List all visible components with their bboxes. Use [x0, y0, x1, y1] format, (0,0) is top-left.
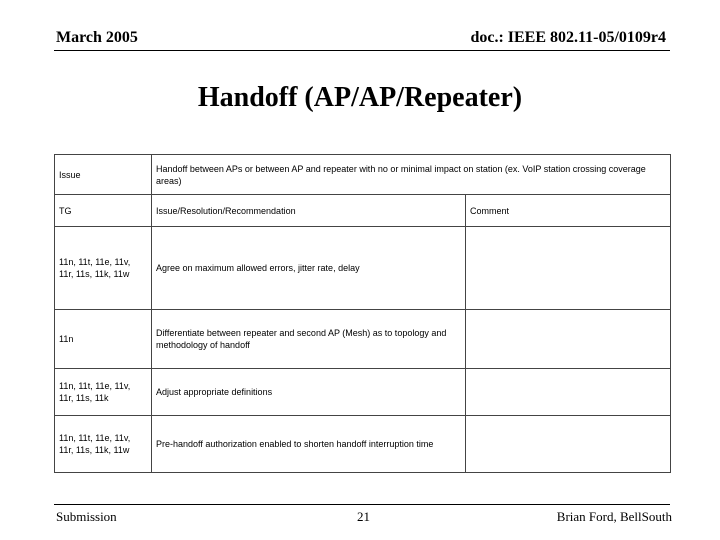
row-comment: [466, 227, 671, 310]
col-header-tg: TG: [55, 195, 152, 227]
issue-label: Issue: [55, 155, 152, 195]
handoff-table: [54, 154, 671, 473]
header-rule: [54, 50, 670, 51]
table-row: [55, 369, 671, 416]
table-row-issue: [55, 155, 671, 195]
table-row: [55, 227, 671, 310]
issue-text: Handoff between APs or between AP and repeater with no or minimal impact on station (ex. VoIP station crossing coverage areas): [152, 155, 671, 195]
row-recommendation: Pre-handoff authorization enabled to shorten handoff interruption time: [152, 416, 466, 473]
footer-author: Brian Ford, BellSouth: [556, 509, 672, 524]
row-tg: 11n, 11t, 11e, 11v, 11r, 11s, 11k, 11w: [55, 227, 152, 310]
table-row: [55, 416, 671, 473]
row-recommendation: Agree on maximum allowed errors, jitter rate, delay: [152, 227, 466, 310]
row-recommendation: Differentiate between repeater and second AP (Mesh) as to topology and methodology of handoff: [152, 310, 466, 369]
row-comment: [466, 369, 671, 416]
row-tg: 11n, 11t, 11e, 11v, 11r, 11s, 11k, 11w: [55, 416, 152, 473]
row-tg: 11n: [55, 310, 152, 369]
table-row: [55, 310, 671, 369]
row-tg: 11n, 11t, 11e, 11v, 11r, 11s, 11k: [55, 369, 152, 416]
table-header-row: [55, 195, 671, 227]
footer-submission: Submission: [56, 509, 117, 524]
footer-rule: [54, 504, 670, 505]
header-doc-id: doc.: IEEE 802.11-05/0109r4: [470, 29, 666, 46]
col-header-recommendation: Issue/Resolution/Recommendation: [152, 195, 466, 227]
row-comment: [466, 310, 671, 369]
header-date: March 2005: [56, 29, 138, 46]
slide-title: Handoff (AP/AP/Repeater): [197, 82, 523, 113]
col-header-comment: Comment: [466, 195, 671, 227]
row-recommendation: Adjust appropriate definitions: [152, 369, 466, 416]
row-comment: [466, 416, 671, 473]
footer-page-number: 21: [357, 509, 370, 524]
